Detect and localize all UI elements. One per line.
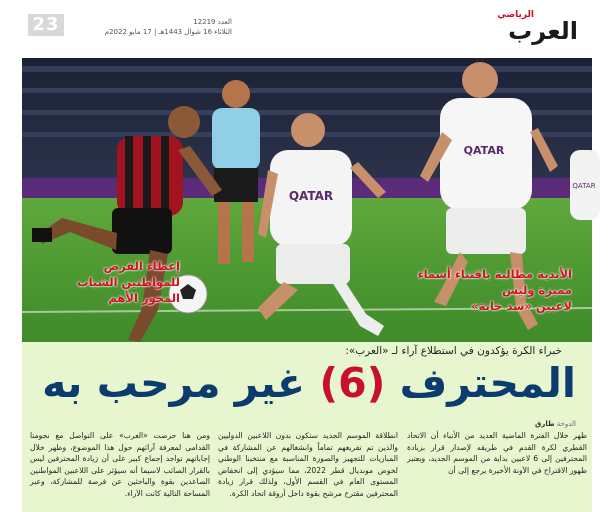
byline-name: طارق	[535, 420, 555, 428]
logo-main: العرب	[508, 17, 578, 45]
article-column-1: ظهر خلال الفترة الماضية العديد من الأنباء أن الاتحاد القطري لكرة القدم في طريقه لإصدار قرار بزيادة المحترفين إلى 6 لاعبين بداية من الموسم الجديد، ويعتبر ظهور الاقتراح في الآونة الأخيرة يرجع إلى أن	[407, 431, 587, 475]
edge-player	[570, 150, 600, 220]
byline-prefix: الدوحة	[556, 420, 576, 428]
logo-tag: الرياضي	[497, 10, 534, 20]
page-number: 23	[28, 14, 64, 36]
headline-part-a: المحترف	[385, 359, 576, 407]
article-byline	[535, 420, 576, 428]
caption-right-line1: الأندية مطالبة باقتناء أسماء مميزة وليس	[417, 267, 572, 297]
article-kicker: خبراء الكرة يؤكدون في استطلاع آراء لـ «العرب»:	[345, 345, 562, 357]
caption-right-line2: لاعبين «سد خانة»	[471, 299, 572, 313]
issue-date: الثلاثاء 16 شوال 1443هـ | 17 مايو 2022م	[104, 28, 232, 36]
headline-part-c: غير مرحب به	[42, 359, 320, 407]
article-column-3: ومن هنا حرصت «العرب» على التواصل مع نجومنا القدامى لمعرفة آرائهم حول هذا الموضوع، وظهر خلال إجاباتهم تواجد إجماع كبير على أن زيادة المحترفين ليس بالقرار الصائب لاسيما أنه سيؤثر على اللاعبين المواطنين الصاعدين بقوة والباحثين عن فرصة للمشاركة، وعبر المساحة التالية كانت الآراء.	[30, 431, 210, 498]
shirt-sponsor-1: QATAR	[288, 189, 334, 203]
shirt-sponsor-2: QATAR	[463, 144, 505, 157]
issue-number: العدد 12219	[193, 18, 232, 26]
article-headline	[36, 358, 576, 408]
headline-part-b: (6)	[319, 359, 386, 407]
masthead	[0, 0, 610, 56]
photo-caption-left: إعطاء الفرص للمواطنين الشباب المحور الأهم	[77, 259, 180, 305]
shirt-sponsor-3: QATAR	[572, 182, 596, 190]
photo-caption-right	[398, 266, 572, 314]
issue-info	[72, 17, 232, 37]
article-column-2: انطلاقة الموسم الجديد ستكون بدون اللاعبين الدوليين والذين تم تفريغهم تماماً وانشغالهم عن المشاركة في المباريات للتجهيز والصورة المناسبة مع منتخبنا الوطني لخوض مونديال قطر 2022، مما سيؤدي إلى انخفاض المستوى العام في القسم الأول، ولذلك قرار زيادة المحترفين مقترح مرشح بقوة داخل أروقة اتحاد الكرة.	[218, 431, 398, 498]
newspaper-logo	[488, 10, 578, 46]
